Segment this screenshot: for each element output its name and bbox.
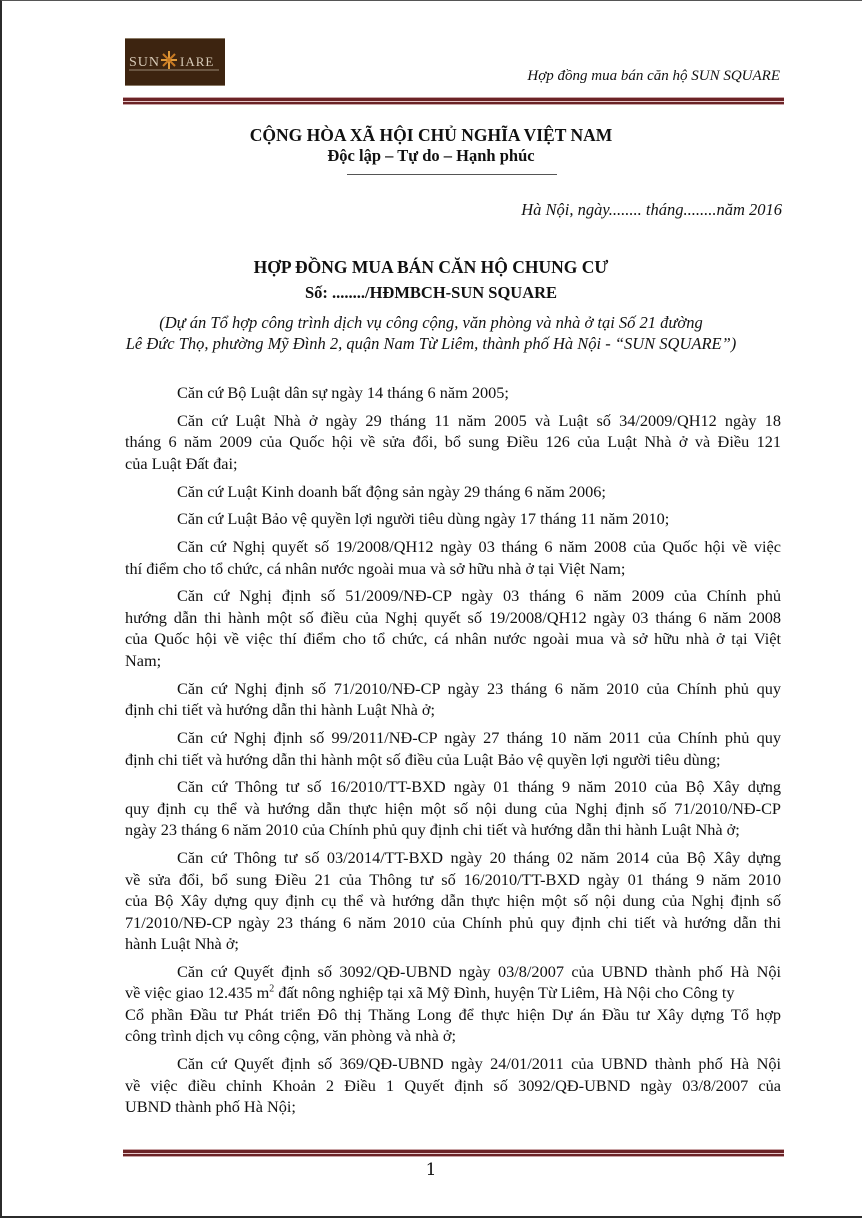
paragraph-line: hướng dẫn thi hành một số điều của Nghị quyết số 19/2008/QH12 ngày 03 tháng 6 năm 2008 <box>125 607 781 627</box>
legal-basis-paragraph <box>125 847 781 955</box>
paragraph-line: Căn cứ Luật Kinh doanh bất động sản ngày 29 tháng 6 năm 2006; <box>177 481 606 501</box>
paragraph-line: Căn cứ Luật Bảo vệ quyền lợi người tiêu dùng ngày 17 tháng 11 năm 2010; <box>177 509 670 529</box>
legal-basis-paragraph <box>125 382 781 404</box>
paragraph-line: Căn cứ Nghị định số 51/2009/NĐ-CP ngày 03 tháng 6 năm 2009 của Chính phủ <box>177 586 781 606</box>
paragraph-line: về việc điều chỉnh Khoản 2 Điều 1 Quyết định số 3092/QĐ-UBND ngày 03/8/2007 của <box>125 1075 781 1095</box>
paragraph-line: định chi tiết và hướng dẫn thi hành Luật Nhà ở; <box>125 700 435 720</box>
paragraph-line: Căn cứ Nghị định số 71/2010/NĐ-CP ngày 23 tháng 6 năm 2010 của Chính phủ quy <box>177 678 781 698</box>
superscript: 2 <box>269 984 275 996</box>
paragraph-line: hành Luật Nhà ở; <box>125 934 239 954</box>
legal-basis-paragraph <box>125 585 781 671</box>
paragraph-line: Căn cứ Nghị quyết số 19/2008/QH12 ngày 03 tháng 6 năm 2008 của Quốc hội về việc <box>177 537 781 557</box>
page-number: 1 <box>425 1160 437 1180</box>
paragraph-line: Căn cứ Luật Nhà ở ngày 29 tháng 11 năm 2005 và Luật số 34/2009/QH12 ngày 18 <box>177 410 781 430</box>
legal-basis-list <box>125 382 781 1124</box>
paragraph-line: định chi tiết và hướng dẫn thi hành một số điều của Luật Bảo vệ quyền lợi người tiêu dùng; <box>125 749 721 769</box>
paragraph-line: Căn cứ Quyết định số 369/QĐ-UBND ngày 24/01/2011 của UBND thành phố Hà Nội <box>177 1054 781 1074</box>
paragraph-line: Căn cứ Bộ Luật dân sự ngày 14 tháng 6 năm 2005; <box>177 383 509 402</box>
paragraph-line: về sửa đổi, bổ sung Điều 21 của Thông tư số 16/2010/TT-BXD ngày 01 tháng 9 năm 2010 <box>125 869 781 889</box>
paragraph-line: quy định cụ thể và hướng dẫn thực hiện một số nội dung của Nghị định số 71/2010/NĐ-CP <box>125 798 781 818</box>
subtitle-line: Lê Đức Thọ, phường Mỹ Đình 2, quận Nam Từ Liêm, thành phố Hà Nội - “SUN SQUARE”) <box>125 334 737 353</box>
svg-text:SUN: SUN <box>129 55 161 70</box>
paragraph-line: của Bộ Xây dựng quy định cụ thể và hướng dẫn thực hiện một số nội dung của Nghị định số <box>125 891 781 911</box>
subtitle-line: (Dự án Tổ hợp công trình dịch vụ công cộng, văn phòng và nhà ở tại Số 21 đường <box>159 313 703 332</box>
paragraph-line: của Quốc hội về việc thí điểm cho tổ chức, cá nhân nước ngoài mua và sở hữu nhà ở tại Việt <box>125 629 781 649</box>
legal-basis-paragraph <box>125 508 781 530</box>
paragraph-line: Căn cứ Thông tư số 16/2010/TT-BXD ngày 01 tháng 9 năm 2010 của Bộ Xây dựng <box>177 777 781 797</box>
paragraph-line: Căn cứ Nghị định số 99/2011/NĐ-CP ngày 27 tháng 10 năm 2011 của Chính phủ quy <box>177 728 781 748</box>
header-title: Hợp đồng mua bán căn hộ SUN SQUARE <box>527 68 780 84</box>
contract-title: HỢP ĐỒNG MUA BÁN CĂN HỘ CHUNG CƯ <box>253 257 609 277</box>
svg-text:IARE: IARE <box>180 54 215 69</box>
paragraph-line: Căn cứ Quyết định số 3092/QĐ-UBND ngày 03/8/2007 của UBND thành phố Hà Nội <box>177 961 781 981</box>
legal-basis-paragraph <box>125 678 781 721</box>
motto: Độc lập – Tự do – Hạnh phúc <box>327 146 535 165</box>
legal-basis-paragraph <box>125 410 781 475</box>
legal-basis-paragraph <box>125 1053 781 1118</box>
paragraph-line: Căn cứ Thông tư số 03/2014/TT-BXD ngày 20 tháng 02 năm 2014 của Bộ Xây dựng <box>177 848 781 868</box>
date-line: Hà Nội, ngày........ tháng........năm 2016 <box>521 200 782 219</box>
paragraph-line: Cổ phần Đầu tư Phát triển Đô thị Thăng Long để thực hiện Dự án Đầu tư Xây dựng Tổ hợp <box>125 1004 781 1024</box>
legal-basis-paragraph <box>125 481 781 503</box>
project-subtitle <box>0 312 862 354</box>
paragraph-line: UBND thành phố Hà Nội; <box>125 1097 296 1117</box>
motto-underline <box>347 174 557 175</box>
header-rule <box>123 98 784 104</box>
paragraph-line: 71/2010/NĐ-CP ngày 23 tháng 6 năm 2010 của Chính phủ quy định chi tiết và hướng dẫn thi <box>125 912 781 932</box>
legal-basis-paragraph <box>125 536 781 579</box>
paragraph-line: tháng 6 năm 2009 của Quốc hội về sửa đổi, bổ sung Điều 126 của Luật Nhà ở và Điều 121 <box>125 432 781 452</box>
footer-rule <box>123 1150 784 1156</box>
nation-heading: CỘNG HÒA XÃ HỘI CHỦ NGHĨA VIỆT NAM <box>249 125 613 145</box>
paragraph-line: thí điểm cho tổ chức, cá nhân nước ngoài mua và sở hữu nhà ở tại Việt Nam; <box>125 558 626 578</box>
legal-basis-paragraph <box>125 727 781 770</box>
legal-basis-paragraph <box>125 961 781 1047</box>
paragraph-line <box>125 982 781 1004</box>
sun-emblem-icon <box>161 51 177 69</box>
line-text: đất nông nghiệp tại xã Mỹ Đình, huyện Từ Liêm, Hà Nội cho Công ty <box>274 983 735 1003</box>
contract-number: Số: ......../HĐMBCH-SUN SQUARE <box>304 283 558 302</box>
logo-graphic <box>125 39 223 85</box>
paragraph-line: của Luật Đất đai; <box>125 453 238 473</box>
line-text: về việc giao 12.435 m <box>125 983 270 1003</box>
paragraph-line: công trình dịch vụ công cộng, văn phòng và nhà ở; <box>125 1026 456 1046</box>
sun-square-logo <box>125 38 225 86</box>
paragraph-line: Nam; <box>125 650 162 670</box>
legal-basis-paragraph <box>125 776 781 841</box>
paragraph-line: ngày 23 tháng 6 năm 2010 của Chính phủ quy định chi tiết và hướng dẫn thi hành Luật Nhà ở; <box>125 820 740 840</box>
